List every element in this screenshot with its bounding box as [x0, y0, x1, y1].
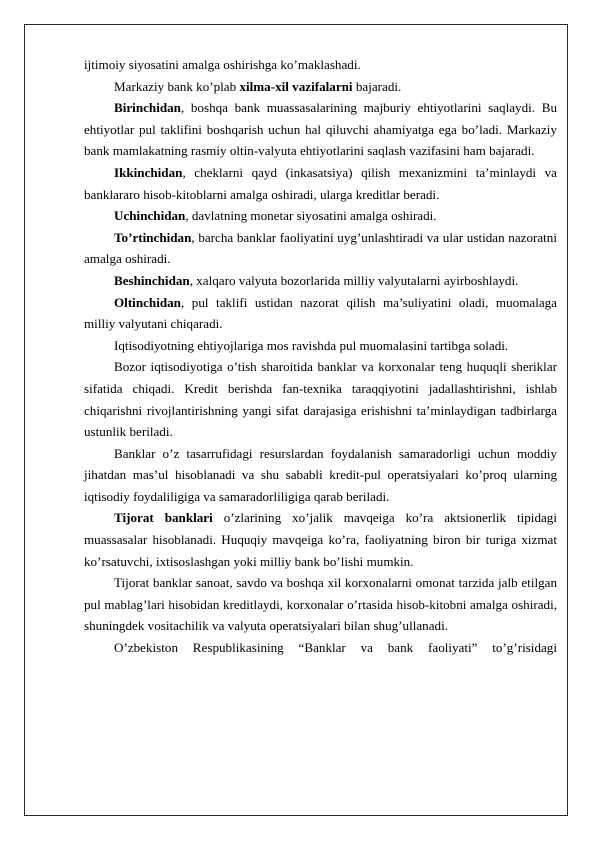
paragraph-11	[84, 507, 557, 572]
paragraph-4	[84, 205, 557, 227]
paragraph-3	[84, 162, 557, 205]
paragraph-lead: Beshinchidan	[114, 272, 190, 288]
paragraph-text: , cheklarni qayd (inkasatsiya) qilish mexanizmini ta’minlaydi va banklararo hisob-kitoblarni amalga oshiradi, ularga kreditlar beradi.	[84, 164, 557, 202]
document-body	[84, 54, 557, 659]
paragraph-text: , barcha banklar faoliyatini uyg’unlashtiradi va ular ustidan nazoratni amalga oshiradi.	[84, 229, 557, 267]
paragraph-lead: Ikkinchidan	[114, 164, 183, 180]
paragraph-text: ijtimoiy siyosatini amalga oshirishga ko’maklashadi.	[84, 57, 361, 72]
paragraph-10	[84, 443, 557, 508]
paragraph-lead: Oltinchidan	[114, 294, 181, 310]
paragraph-text: , pul taklifi ustidan nazorat qilish ma’suliyatini oladi, muomalaga milliy valyutani chiqaradi.	[84, 294, 557, 332]
paragraph-text: Iqtisodiyotning ehtiyojlariga mos ravishda pul muomalasini tartibga soladi.	[114, 337, 509, 353]
paragraph-9	[84, 356, 557, 442]
paragraph-text: Markaziy bank ko’plab	[114, 78, 240, 94]
paragraph-lead: Uchinchidan	[114, 208, 186, 224]
paragraph-5	[84, 227, 557, 270]
paragraph-text: , xalqaro valyuta bozorlarida milliy valyutalarni ayirboshlaydi.	[189, 272, 519, 288]
paragraph-tail: bajaradi.	[352, 78, 402, 94]
paragraph-13	[84, 637, 557, 659]
paragraph-12	[84, 572, 557, 637]
paragraph-1	[84, 76, 557, 98]
paragraph-8	[84, 335, 557, 357]
paragraph-text: Banklar o’z tasarrufidagi resurslardan foydalanish samaradorligi uchun moddiy jihatdan mas’ul hisoblanadi va shu sababli kredit-pul operatsiyalari ko’proq ularning iqtisodiy foydaliligiga va samaradorliligiga qarab beriladi.	[84, 445, 557, 504]
paragraph-text: Bozor iqtisodiyotiga o’tish sharoitida banklar va korxonalar teng huquqli sheriklar sifatida chiqadi. Kredit berishda fan-texnika taraqqiyotini jadallashtirishni, ishlab chiqarishni rivojlantirishning yangi sifat darajasiga erishishni ta’minlaydigan tadbirlarga ustunlik beriladi.	[84, 359, 557, 440]
paragraph-text: O’zbekiston Respublikasining “Banklar va bank faoliyati” to’g’risidagi	[114, 640, 557, 656]
paragraph-2	[84, 97, 557, 162]
paragraph-7	[84, 292, 557, 335]
paragraph-text: , davlatning monetar siyosatini amalga oshiradi.	[185, 208, 437, 224]
paragraph-lead: Tijorat banklari	[114, 510, 213, 526]
paragraph-lead: Birinchidan	[114, 100, 181, 116]
paragraph-lead: To’rtinchidan	[114, 229, 192, 245]
paragraph-6	[84, 270, 557, 292]
paragraph-text: Tijorat banklar sanoat, savdo va boshqa xil korxonalarni omonat tarzida jalb etilgan pul mablag’lari hisobidan kreditlaydi, korxonalar o’rtasida hisob-kitobni amalga oshiradi, shuningdek vositachilik va valyuta operatsiyalari bilan shug’ullanadi.	[84, 575, 557, 634]
paragraph-text: , boshqa bank muassasalarining majburiy ehtiyotlarini saqlaydi. Bu ehtiyotlar pul taklifini boshqarish uchun hal qiluvchi ahamiyatga ega bo’ladi. Markaziy bank mamlakatning rasmiy oltin-valyuta ehtiyotlarini saqlash vazifasini ham bajaradi.	[84, 100, 557, 159]
paragraph-0	[84, 54, 557, 76]
paragraph-text: o’zlarining xo’jalik mavqeiga ko’ra aktsionerlik tipidagi muassasalar hisoblanadi. Huquqiy mavqeiga ko’ra, faoliyatning biron bir turiga xizmat ko’rsatuvchi, ixtisoslashgan yoki milliy bank bo’lishi mumkin.	[84, 510, 557, 569]
paragraph-bold-term: xilma-xil vazifalarni	[239, 78, 353, 94]
